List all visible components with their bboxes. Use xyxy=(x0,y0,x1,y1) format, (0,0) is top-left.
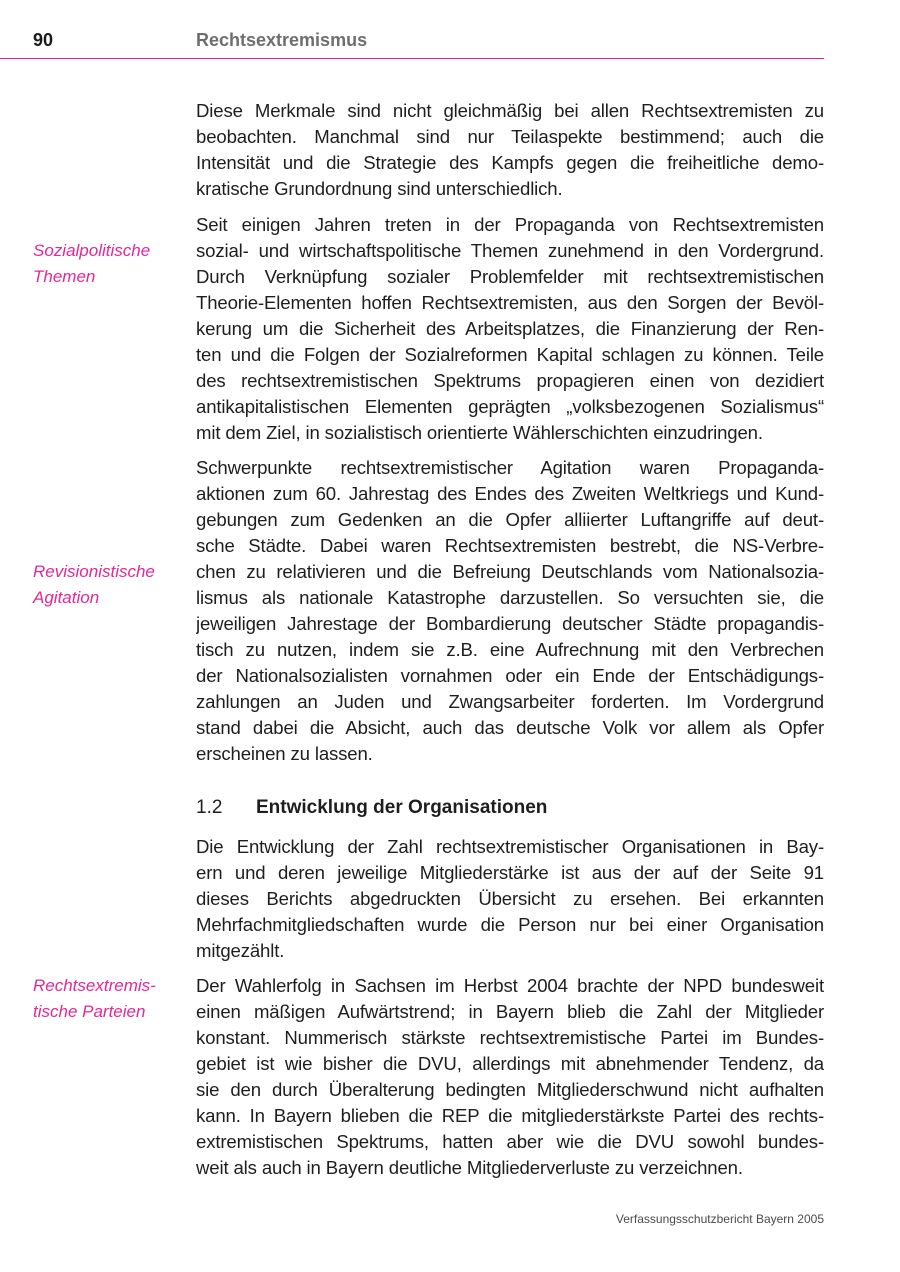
text-line: Intensität und die Strategie des Kampfs gegen die freiheitliche demo- xyxy=(196,152,824,173)
text-line: Diese Merkmale sind nicht gleichmäßig bei allen Rechtsextremisten zu xyxy=(196,100,824,121)
text-line: kerung um die Sicherheit des Arbeitsplatzes, die Finanzierung der Ren- xyxy=(196,318,824,339)
text-line: Mehrfachmitgliedschaften wurde die Person nur bei einer Organisation xyxy=(196,914,824,935)
page-header xyxy=(0,0,824,59)
section-number: 1.2 xyxy=(196,797,223,818)
text-line: weit als auch in Bayern deutliche Mitgliederverluste zu verzeichnen. xyxy=(196,1157,743,1178)
text-line: beobachten. Manchmal sind nur Teilaspekte bestimmend; auch die xyxy=(196,126,824,147)
text-line: des rechtsextremistischen Spektrums propagieren einen von dezidiert xyxy=(196,370,824,391)
text-line: aktionen zum 60. Jahrestag des Endes des Zweiten Weltkriegs und Kund- xyxy=(196,483,824,504)
paragraph-entwicklung xyxy=(196,834,824,964)
margin-note-line: tische Parteien xyxy=(33,1002,146,1021)
text-line: chen zu relativieren und die Befreiung Deutschlands vom Nationalsozia- xyxy=(196,561,824,582)
margin-note-line: Sozialpolitische xyxy=(33,241,151,260)
text-line: stand dabei die Absicht, auch das deutsche Volk vor allem als Opfer xyxy=(196,717,824,738)
paragraph-sozialpolitische-themen xyxy=(196,212,824,446)
margin-note-revisionistische-agitation xyxy=(33,559,155,611)
text-line: konstant. Nummerisch stärkste rechtsextremistische Partei im Bundes- xyxy=(196,1027,824,1048)
page-number: 90 xyxy=(33,30,54,50)
text-line: Seit einigen Jahren treten in der Propaganda von Rechtsextremisten xyxy=(196,214,824,235)
text-line: Durch Verknüpfung sozialer Problemfelder mit rechtsextremistischen xyxy=(196,266,824,287)
margin-note-rechtsextremistische-parteien xyxy=(33,973,156,1025)
margin-note-line: Themen xyxy=(33,267,96,286)
text-line: gebiet ist wie bisher die DVU, allerdings mit abnehmender Tendenz, da xyxy=(196,1053,824,1074)
text-line: kratische Grundordnung sind unterschiedlich. xyxy=(196,178,563,199)
text-line: zahlungen an Juden und Zwangsarbeiter forderten. Im Vordergrund xyxy=(196,691,824,712)
text-line: Der Wahlerfolg in Sachsen im Herbst 2004 brachte der NPD bundesweit xyxy=(196,975,824,996)
paragraph-parteien xyxy=(196,973,824,1181)
text-line: sche Städte. Dabei waren Rechtsextremisten bestrebt, die NS-Verbre- xyxy=(196,535,824,556)
text-line: dieses Berichts abgedruckten Übersicht zu ersehen. Bei erkannten xyxy=(196,888,824,909)
text-line: antikapitalistischen Elementen geprägten „volksbezogenen Sozialismus“ xyxy=(196,396,824,417)
text-line: Die Entwicklung der Zahl rechtsextremistischer Organisationen in Bay- xyxy=(196,836,824,857)
text-line: tisch zu nutzen, indem sie z.B. eine Aufrechnung mit den Verbrechen xyxy=(196,639,824,660)
text-line: einen mäßigen Aufwärtstrend; in Bayern blieb die Zahl der Mitglieder xyxy=(196,1001,824,1022)
text-line: Theorie-Elementen hoffen Rechtsextremisten, aus den Sorgen der Bevöl- xyxy=(196,292,824,313)
section-title: Entwicklung der Organisationen xyxy=(256,797,548,818)
text-line: der Nationalsozialisten vornahmen oder ein Ende der Entschädigungs- xyxy=(196,665,824,686)
text-line: sie den durch Überalterung bedingten Mitgliederschwund nicht aufhalten xyxy=(196,1079,824,1100)
text-line: Schwerpunkte rechtsextremistischer Agitation waren Propaganda- xyxy=(196,457,824,478)
page-footer: Verfassungsschutzbericht Bayern 2005 xyxy=(615,1212,824,1226)
text-line: jeweiligen Jahrestage der Bombardierung deutscher Städte propagandis- xyxy=(196,613,824,634)
margin-note-sozialpolitische-themen xyxy=(33,238,150,290)
text-line: ten und die Folgen der Sozialreformen Kapital schlagen zu können. Teile xyxy=(196,344,824,365)
text-line: extremistischen Spektrums, hatten aber wie die DVU sowohl bundes- xyxy=(196,1131,824,1152)
margin-note-line: Revisionistische xyxy=(33,562,155,581)
section-heading xyxy=(196,795,547,821)
running-title: Rechtsextremismus xyxy=(196,30,368,50)
text-line: ern und deren jeweilige Mitgliederstärke ist aus der auf der Seite 91 xyxy=(196,862,824,883)
margin-note-line: Rechtsextremis- xyxy=(33,976,156,995)
text-line: mit dem Ziel, in sozialistisch orientierte Wählerschichten einzudringen. xyxy=(196,422,763,443)
text-line: gebungen zum Gedenken an die Opfer alliierter Luftangriffe auf deut- xyxy=(196,509,824,530)
paragraph-revisionistische-agitation xyxy=(196,455,824,767)
text-line: sozial- und wirtschaftspolitische Themen zunehmend in den Vordergrund. xyxy=(196,240,824,261)
text-line: erscheinen zu lassen. xyxy=(196,743,373,764)
text-line: mitgezählt. xyxy=(196,940,285,961)
text-line: kann. In Bayern blieben die REP die mitgliederstärkste Partei des rechts- xyxy=(196,1105,824,1126)
paragraph-merkmale xyxy=(196,98,824,202)
margin-note-line: Agitation xyxy=(33,588,100,607)
text-line: lismus als nationale Katastrophe darzustellen. So versuchten sie, die xyxy=(196,587,824,608)
